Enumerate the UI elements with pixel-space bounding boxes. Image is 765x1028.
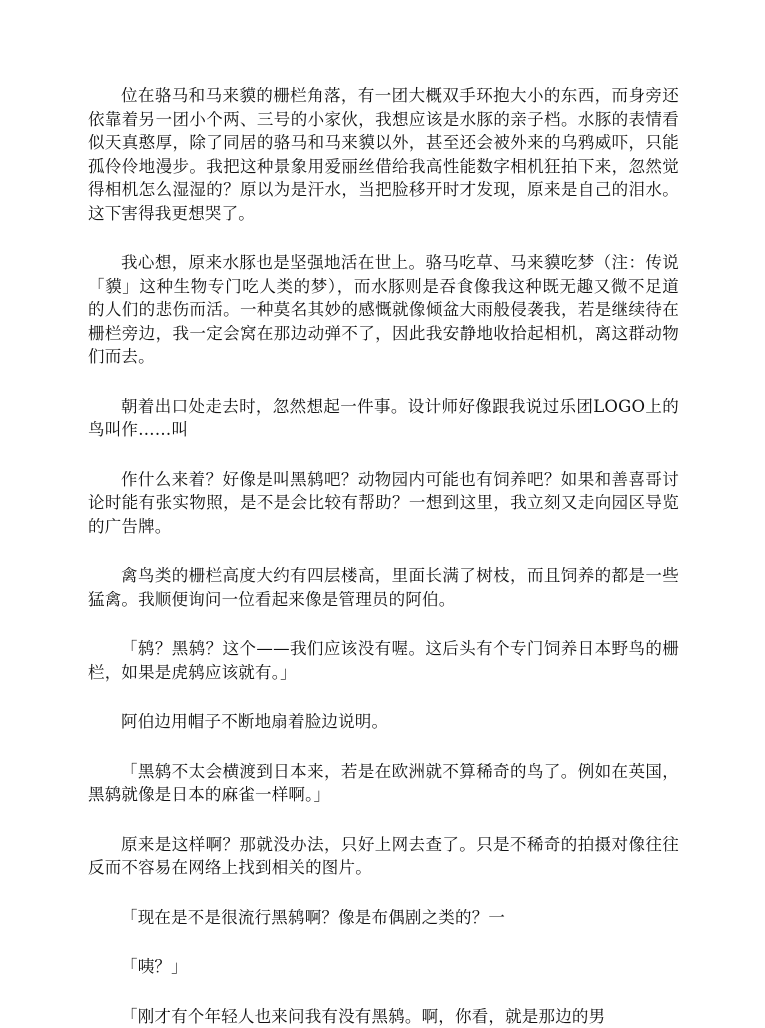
paragraph-reflection: 我心想，原来水豚也是坚强地活在世上。骆马吃草、马来貘吃梦（注：传说「貘」这种生物专门吃人类的梦），而水豚则是吞食像我这种既无趣又微不足道的人们的悲伤而活。一种莫名其妙的感慨就像倾盆大雨般侵袭我，若是继续待在栅栏旁边，我一定会窝在那边动弹不了，因此我安静地收拾起相机，离这群动物们而去。 [88, 251, 679, 369]
paragraph-keeper-fanning: 阿伯边用帽子不断地扇着脸边说明。 [88, 710, 679, 734]
paragraph-young-man: 「刚才有个年轻人也来问我有没有黑鸫。啊，你看，就是那边的男 [88, 1005, 679, 1028]
paragraph-search-online: 原来是这样啊？那就没办法，只好上网去查了。只是不稀奇的拍摄对像往往反而不容易在网络上找到相关的图片。 [88, 833, 679, 880]
paragraph-blackbird-question: 作什么来着？好像是叫黑鸫吧？动物园内可能也有饲养吧？如果和善喜哥讨论时能有张实物照，是不是会比较有帮助？一想到这里，我立刻又走向园区导览的广告牌。 [88, 468, 679, 539]
paragraph-keeper-reply: 「鸫？黑鸫？这个——我们应该没有喔。这后头有个专门饲养日本野鸟的栅栏，如果是虎鸫应该就有。」 [88, 637, 679, 684]
paragraph-trend-question: 「现在是不是很流行黑鸫啊？像是布偶剧之类的？一 [88, 906, 679, 930]
paragraph-exit: 朝着出口处走去时，忽然想起一件事。设计师好像跟我说过乐团LOGO上的鸟叫作……叫 [88, 395, 679, 442]
paragraph-huh: 「咦？」 [88, 955, 679, 979]
paragraph-aviary: 禽鸟类的栅栏高度大约有四层楼高，里面长满了树枝，而且饲养的都是一些猛禽。我顺便询问一位看起来像是管理员的阿伯。 [88, 564, 679, 611]
paragraph-europe: 「黑鸫不太会横渡到日本来，若是在欧洲就不算稀奇的鸟了。例如在英国，黑鸫就像是日本的麻雀一样啊。」 [88, 760, 679, 807]
paragraph-capybara: 位在骆马和马来貘的栅栏角落，有一团大概双手环抱大小的东西，而身旁还依靠着另一团小个两、三号的小家伙，我想应该是水豚的亲子档。水豚的表情看似天真憨厚，除了同居的骆马和马来貘以外，甚至还会被外来的乌鸦威吓，只能孤伶伶地漫步。我把这种景象用爱丽丝借给我高性能数字相机狂拍下来，忽然觉得相机怎么湿湿的？原以为是汗水，当把脸移开时才发现，原来是自己的泪水。这下害得我更想哭了。 [88, 84, 679, 225]
